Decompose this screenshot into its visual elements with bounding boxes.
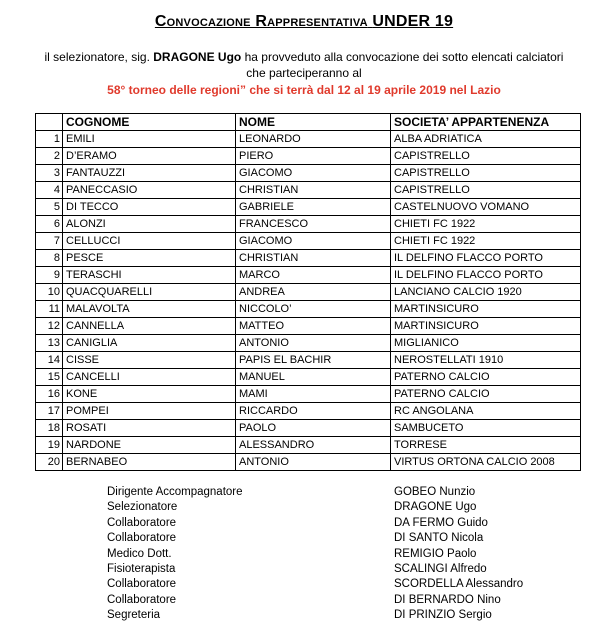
staff-role: Dirigente Accompagnatore — [107, 486, 243, 498]
row-number: 13 — [36, 335, 63, 352]
staff-role: Collaboratore — [107, 532, 177, 545]
row-surname: ALONZI — [63, 216, 236, 233]
row-name: GABRIELE — [236, 199, 391, 216]
table-row — [36, 250, 581, 267]
row-club: ALBA ADRIATICA — [391, 131, 581, 148]
row-surname: CISSE — [63, 352, 236, 369]
table-row — [36, 369, 581, 386]
row-number: 10 — [36, 284, 63, 301]
row-surname: BERNABEO — [63, 454, 236, 471]
intro-coach-name: DRAGONE Ugo — [153, 50, 242, 64]
row-name: LEONARDO — [236, 131, 391, 148]
header-name: NOME — [236, 114, 391, 131]
row-club: SAMBUCETO — [391, 420, 581, 437]
row-club: CAPISTRELLO — [391, 148, 581, 165]
staff-people-column — [394, 485, 523, 624]
row-name: ANTONIO — [236, 454, 391, 471]
staff-role: Collaboratore — [107, 516, 177, 529]
staff-role: Segreteria — [107, 609, 161, 622]
row-number: 14 — [36, 352, 63, 369]
table-row — [36, 233, 581, 250]
table-row — [36, 420, 581, 437]
staff-person: DRAGONE Ugo — [394, 501, 477, 514]
table-row — [36, 131, 581, 148]
row-surname: CANNELLA — [63, 318, 236, 335]
row-club: TORRESE — [391, 437, 581, 454]
staff-person: SCALINGI Alfredo — [394, 563, 487, 576]
row-number: 9 — [36, 267, 63, 284]
row-surname: TERASCHI — [63, 267, 236, 284]
header-club: SOCIETA’ APPARTENENZA — [391, 114, 581, 131]
row-surname: FANTAUZZI — [63, 165, 236, 182]
row-surname: MALAVOLTA — [63, 301, 236, 318]
document-title — [0, 13, 608, 31]
staff-role: Medico Dott. — [107, 547, 172, 560]
row-name: FRANCESCO — [236, 216, 391, 233]
row-name: PAPIS EL BACHIR — [236, 352, 391, 369]
staff-person: DA FERMO Guido — [394, 516, 488, 529]
table-row — [36, 318, 581, 335]
row-surname: PESCE — [63, 250, 236, 267]
row-name: GIACOMO — [236, 233, 391, 250]
row-name: MATTEO — [236, 318, 391, 335]
staff-person: GOBEO Nunzio — [394, 486, 476, 498]
row-number: 18 — [36, 420, 63, 437]
header-surname: COGNOME — [63, 114, 236, 131]
row-name: CHRISTIAN — [236, 250, 391, 267]
row-name: MAMI — [236, 386, 391, 403]
intro-part2: ha provveduto alla convocazione dei sotto elencati calciatori — [244, 50, 564, 64]
table-row — [36, 148, 581, 165]
intro-part1: il selezionatore, sig. — [44, 50, 150, 64]
table-row — [36, 267, 581, 284]
staff-roles-column — [107, 485, 243, 624]
row-surname: KONE — [63, 386, 236, 403]
row-club: NEROSTELLATI 1910 — [391, 352, 581, 369]
row-club: MARTINSICURO — [391, 301, 581, 318]
table-row — [36, 199, 581, 216]
row-surname: ROSATI — [63, 420, 236, 437]
title-suffix: UNDER 19 — [372, 13, 454, 30]
table-row — [36, 454, 581, 471]
row-surname: CANCELLI — [63, 369, 236, 386]
row-club: IL DELFINO FLACCO PORTO — [391, 250, 581, 267]
row-surname: DI TECCO — [63, 199, 236, 216]
row-number: 11 — [36, 301, 63, 318]
row-name: PIERO — [236, 148, 391, 165]
row-name: GIACOMO — [236, 165, 391, 182]
row-name: MANUEL — [236, 369, 391, 386]
row-club: CAPISTRELLO — [391, 165, 581, 182]
staff-role: Fisioterapista — [107, 563, 176, 576]
tournament-line: 58° torneo delle regioni” che si terrà dal 12 al 19 aprile 2019 nel Lazio — [107, 83, 501, 97]
table-row — [36, 437, 581, 454]
row-name: PAOLO — [236, 420, 391, 437]
row-club: CHIETI FC 1922 — [391, 216, 581, 233]
intro-line2: che parteciperanno al — [246, 66, 362, 80]
row-surname: NARDONE — [63, 437, 236, 454]
table-row — [36, 216, 581, 233]
header-num — [36, 114, 63, 131]
row-surname: D’ERAMO — [63, 148, 236, 165]
row-club: IL DELFINO FLACCO PORTO — [391, 267, 581, 284]
row-club: MIGLIANICO — [391, 335, 581, 352]
table-row — [36, 182, 581, 199]
roster-body — [36, 131, 581, 471]
row-number: 15 — [36, 369, 63, 386]
staff-person: DI PRINZIO Sergio — [394, 609, 492, 622]
row-club: CHIETI FC 1922 — [391, 233, 581, 250]
row-number: 4 — [36, 182, 63, 199]
row-number: 5 — [36, 199, 63, 216]
row-surname: CELLUCCI — [63, 233, 236, 250]
row-club: RC ANGOLANA — [391, 403, 581, 420]
row-club: MARTINSICURO — [391, 318, 581, 335]
staff-person: REMIGIO Paolo — [394, 547, 477, 560]
row-surname: QUACQUARELLI — [63, 284, 236, 301]
row-number: 2 — [36, 148, 63, 165]
table-row — [36, 335, 581, 352]
row-name: ANDREA — [236, 284, 391, 301]
staff-person: DI BERNARDO Nino — [394, 593, 501, 606]
row-name: ALESSANDRO — [236, 437, 391, 454]
table-row — [36, 165, 581, 182]
row-number: 12 — [36, 318, 63, 335]
row-name: CHRISTIAN — [236, 182, 391, 199]
row-number: 20 — [36, 454, 63, 471]
table-header-row — [36, 114, 581, 131]
row-number: 1 — [36, 131, 63, 148]
staff-role: Collaboratore — [107, 578, 177, 591]
row-number: 7 — [36, 233, 63, 250]
row-name: MARCO — [236, 267, 391, 284]
staff-person: DI SANTO Nicola — [394, 532, 484, 545]
title-prefix: Convocazione Rappresentativa — [154, 13, 368, 30]
staff-role: Selezionatore — [107, 501, 178, 514]
row-number: 17 — [36, 403, 63, 420]
table-row — [36, 284, 581, 301]
row-surname: CANIGLIA — [63, 335, 236, 352]
row-number: 6 — [36, 216, 63, 233]
intro-text — [30, 49, 578, 81]
roster-table — [35, 113, 581, 471]
row-club: PATERNO CALCIO — [391, 369, 581, 386]
row-name: NICCOLO’ — [236, 301, 391, 318]
row-surname: PANECCASIO — [63, 182, 236, 199]
row-club: PATERNO CALCIO — [391, 386, 581, 403]
table-row — [36, 386, 581, 403]
row-club: CASTELNUOVO VOMANO — [391, 199, 581, 216]
row-number: 8 — [36, 250, 63, 267]
row-club: VIRTUS ORTONA CALCIO 2008 — [391, 454, 581, 471]
row-name: RICCARDO — [236, 403, 391, 420]
table-row — [36, 301, 581, 318]
row-surname: POMPEI — [63, 403, 236, 420]
row-club: CAPISTRELLO — [391, 182, 581, 199]
row-number: 3 — [36, 165, 63, 182]
table-row — [36, 352, 581, 369]
row-number: 19 — [36, 437, 63, 454]
row-name: ANTONIO — [236, 335, 391, 352]
row-club: LANCIANO CALCIO 1920 — [391, 284, 581, 301]
row-number: 16 — [36, 386, 63, 403]
row-surname: EMILI — [63, 131, 236, 148]
staff-person: SCORDELLA Alessandro — [394, 578, 524, 591]
staff-role: Collaboratore — [107, 593, 177, 606]
table-row — [36, 403, 581, 420]
